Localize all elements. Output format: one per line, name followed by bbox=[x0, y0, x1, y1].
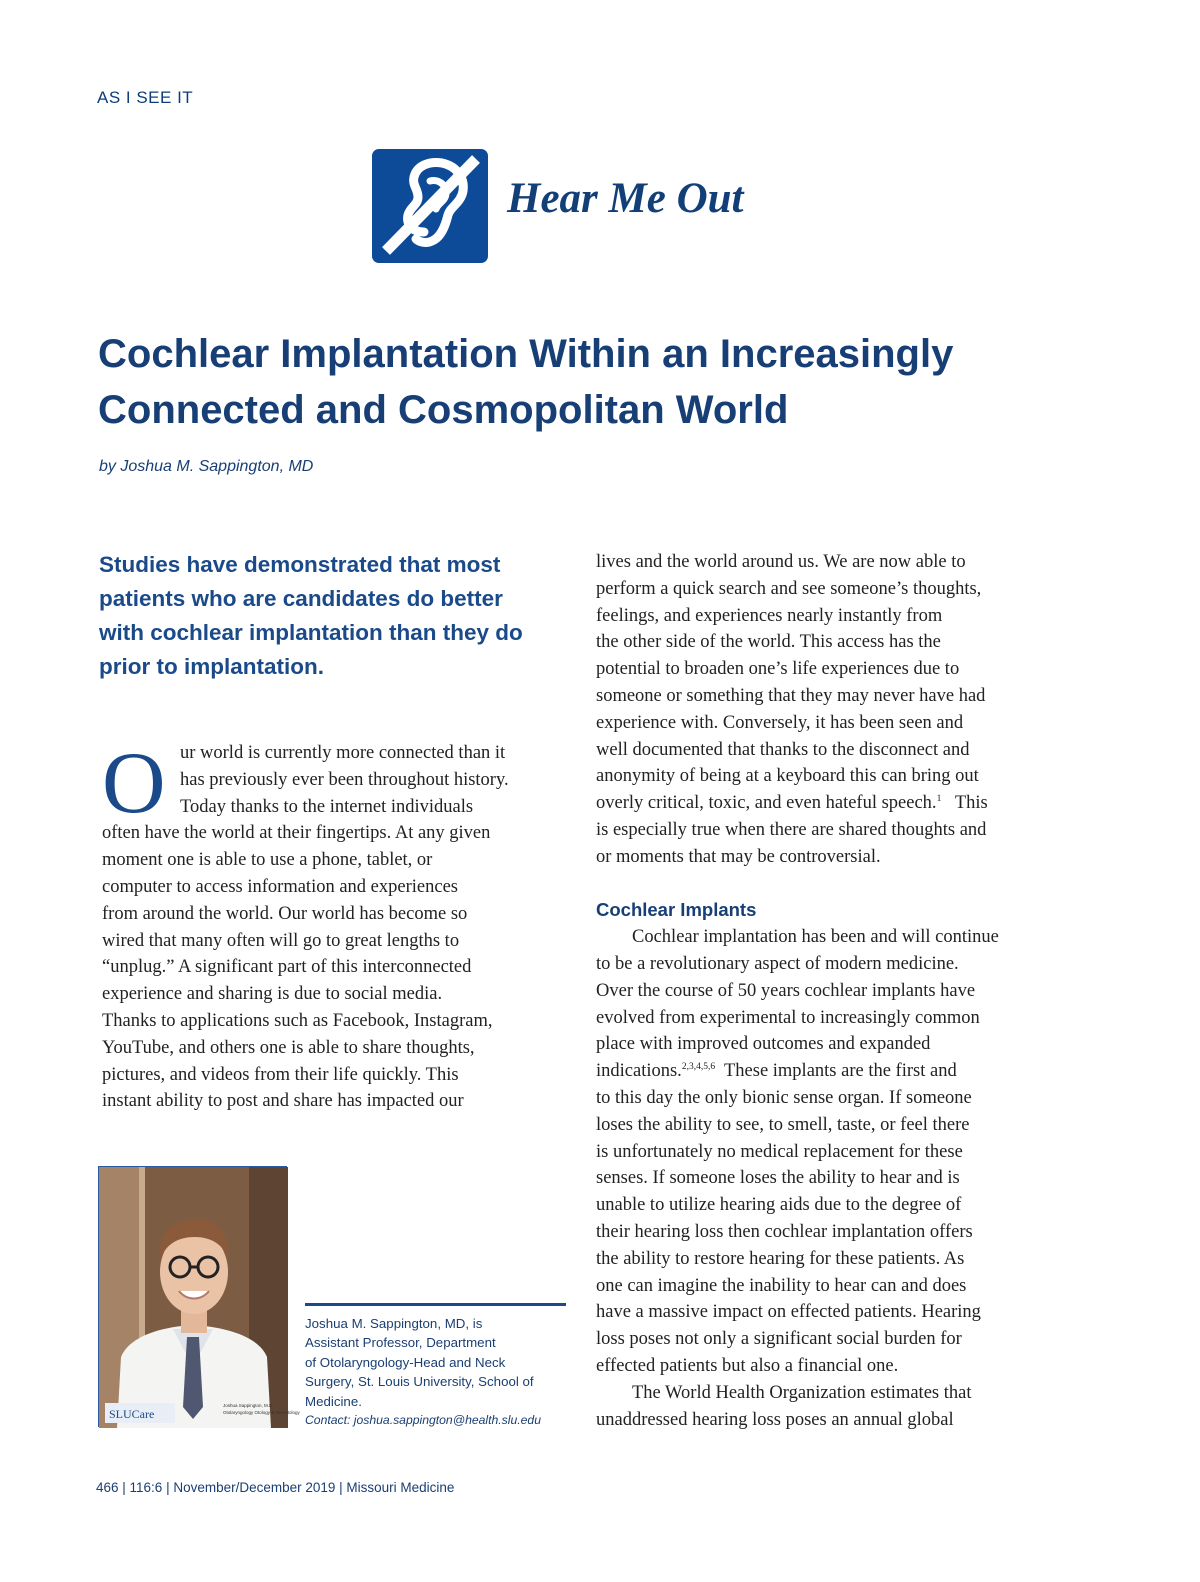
hearing-loss-icon bbox=[372, 149, 488, 263]
body-line: unable to utilize hearing aids due to the degree of bbox=[596, 1195, 962, 1216]
citation-ref: 1 bbox=[936, 794, 942, 805]
body-line: Cochlear implantation has been and will continue bbox=[632, 927, 999, 948]
body-line: YouTube, and others one is able to share thoughts, bbox=[102, 1037, 475, 1058]
body-line: have a massive impact on effected patients. Hearing bbox=[596, 1302, 981, 1323]
body-line: loses the ability to see, to smell, taste, or feel there bbox=[596, 1114, 970, 1135]
body-text: This bbox=[941, 793, 988, 814]
body-line: pictures, and videos from their life quickly. This bbox=[102, 1064, 459, 1085]
byline: by Joshua M. Sappington, MD bbox=[99, 458, 314, 475]
pull-quote-line: with cochlear implantation than they do bbox=[99, 620, 523, 645]
column-name: Hear Me Out bbox=[507, 175, 744, 222]
body-line: someone or something that they may never have had bbox=[596, 685, 986, 706]
article-title bbox=[98, 326, 1078, 438]
author-caption bbox=[305, 1314, 567, 1430]
caption-line: Surgery, St. Louis University, School of bbox=[305, 1374, 534, 1390]
body-line: to be a revolutionary aspect of modern medicine. bbox=[596, 953, 959, 974]
body-line: senses. If someone loses the ability to hear and is bbox=[596, 1168, 960, 1189]
body-line: Today thanks to the internet individuals bbox=[180, 796, 474, 817]
body-line: to this day the only bionic sense organ. If someone bbox=[596, 1087, 972, 1108]
body-line: loss poses not only a significant social burden for bbox=[596, 1329, 962, 1350]
pull-quote bbox=[99, 548, 579, 684]
caption-line: Assistant Professor, Department bbox=[305, 1335, 496, 1351]
citation-ref: 2,3,4,5,6 bbox=[681, 1062, 716, 1073]
title-line: Connected and Cosmopolitan World bbox=[98, 388, 789, 432]
body-line: is especially true when there are shared thoughts and bbox=[596, 819, 987, 840]
body-line: or moments that may be controversial. bbox=[596, 846, 881, 867]
body-line: has previously ever been throughout history. bbox=[180, 769, 509, 790]
caption-line: Medicine. bbox=[305, 1393, 362, 1409]
author-photo bbox=[98, 1166, 300, 1427]
body-line: Thanks to applications such as Facebook, Instagram, bbox=[102, 1010, 493, 1031]
body-line: The World Health Organization estimates that bbox=[632, 1382, 972, 1403]
body-line bbox=[596, 790, 1046, 817]
body-line: “unplug.” A significant part of this interconnected bbox=[102, 957, 472, 978]
drop-cap: O bbox=[102, 735, 166, 832]
body-line: feelings, and experiences nearly instantly from bbox=[596, 605, 943, 626]
photo-badge-name: Joshua Sappington, M.D. bbox=[223, 1403, 274, 1408]
pull-quote-line: Studies have demonstrated that most bbox=[99, 552, 501, 577]
body-line: well documented that thanks to the disconnect and bbox=[596, 739, 970, 760]
body-line: instant ability to post and share has impacted our bbox=[102, 1091, 464, 1112]
title-line: Cochlear Implantation Within an Increasingly bbox=[98, 332, 954, 376]
photo-badge-logo: SLUCare bbox=[109, 1407, 155, 1421]
body-text: indications. bbox=[596, 1061, 682, 1082]
caption-rule bbox=[305, 1303, 566, 1306]
body-line: from around the world. Our world has become so bbox=[102, 903, 468, 924]
section-subhead: Cochlear Implants bbox=[596, 899, 757, 921]
body-line: ur world is currently more connected than it bbox=[180, 743, 506, 763]
body-line: moment one is able to use a phone, tablet, or bbox=[102, 850, 433, 871]
body-line: experience with. Conversely, it has been seen and bbox=[596, 712, 964, 733]
body-line: wired that many often will go to great lengths to bbox=[102, 930, 460, 951]
body-line: potential to broaden one’s life experiences due to bbox=[596, 659, 960, 680]
section-tag: AS I SEE IT bbox=[97, 88, 194, 107]
body-line: experience and sharing is due to social media. bbox=[102, 984, 443, 1005]
body-line: one can imagine the inability to hear can and does bbox=[596, 1275, 967, 1296]
body-text: These implants are the first and bbox=[715, 1061, 957, 1082]
body-line: effected patients but also a financial one. bbox=[596, 1355, 899, 1376]
body-line: unaddressed hearing loss poses an annual global bbox=[596, 1409, 954, 1430]
body-line: evolved from experimental to increasingly common bbox=[596, 1007, 980, 1028]
paragraph-spacer bbox=[596, 871, 1046, 898]
photo-badge-dept: Otolaryngology Otology & Neurotology bbox=[223, 1410, 300, 1415]
body-line: is unfortunately no medical replacement for these bbox=[596, 1141, 963, 1162]
body-line: anonymity of being at a keyboard this can bring out bbox=[596, 766, 979, 787]
body-line: perform a quick search and see someone’s thoughts, bbox=[596, 578, 982, 599]
body-column-right bbox=[596, 549, 1046, 1433]
caption-line: Joshua M. Sappington, MD, is bbox=[305, 1316, 483, 1331]
body-line: often have the world at their fingertips. At any given bbox=[102, 823, 491, 844]
body-line: lives and the world around us. We are now able to bbox=[596, 552, 966, 572]
body-line bbox=[596, 1058, 1046, 1085]
body-column-left bbox=[102, 735, 552, 1115]
body-line: their hearing loss then cochlear implantation offers bbox=[596, 1221, 973, 1242]
body-line: the ability to restore hearing for these patients. As bbox=[596, 1248, 965, 1269]
caption-line: of Otolaryngology-Head and Neck bbox=[305, 1354, 506, 1370]
page-footer: 466 | 116:6 | November/December 2019 | Missouri Medicine bbox=[96, 1480, 455, 1495]
body-text: overly critical, toxic, and even hateful speech. bbox=[596, 793, 937, 814]
body-line: the other side of the world. This access has the bbox=[596, 632, 941, 653]
body-line: Over the course of 50 years cochlear implants have bbox=[596, 980, 976, 1001]
body-line: place with improved outcomes and expanded bbox=[596, 1034, 931, 1055]
author-contact: Contact: joshua.sappington@health.slu.edu bbox=[305, 1413, 541, 1428]
pull-quote-line: patients who are candidates do better bbox=[99, 586, 503, 611]
body-line: computer to access information and experiences bbox=[102, 876, 458, 897]
pull-quote-line: prior to implantation. bbox=[99, 654, 324, 679]
